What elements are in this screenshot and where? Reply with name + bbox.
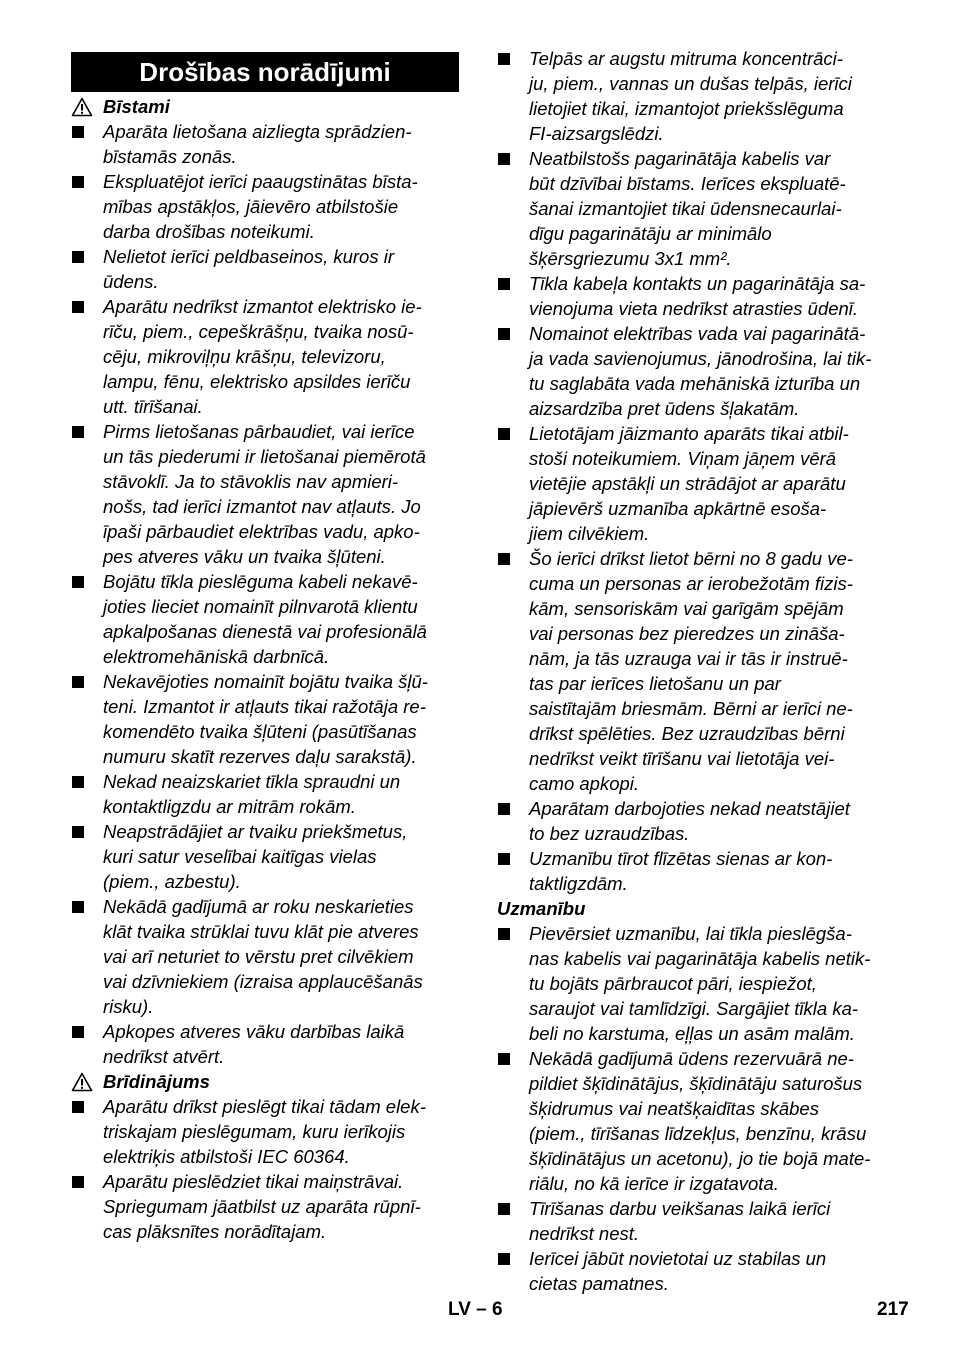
list-item [71,569,459,669]
list-item-line: triskajam pieslēgumam, kuru ierīkojis [103,1121,406,1142]
list-item [497,796,889,846]
list-item-line: ja vada savienojumus, jānodrošina, lai tik- [529,348,872,369]
square-bullet-icon [72,126,84,138]
list-item-line: Tīkla kabeļa kontakts un pagarinātāja sa- [529,273,866,294]
page-number: 217 [877,1299,909,1320]
list-item [71,419,459,569]
list-item-line: drīkst spēlēties. Bez uzraudzības bērni [529,723,845,744]
list-item-line: vienojuma vieta nedrīkst atrasties ūdenī. [529,298,859,319]
list-item [497,1196,889,1246]
list-item [497,146,889,271]
list-item-line: risku). [103,996,154,1017]
footer-label: LV – 6 [448,1299,503,1320]
list-item-line: ūdens. [103,271,159,292]
list-item-line: kām, sensoriskām vai garīgām spējām [529,598,844,619]
square-bullet-icon [72,826,84,838]
list-item-line: būt dzīvībai bīstams. Ierīces ekspluatē- [529,173,846,194]
list-item-line: Šo ierīci drīkst lietot bērni no 8 gadu ve- [529,548,853,569]
square-bullet-icon [72,1101,84,1113]
list-item-line: jiem cilvēkiem. [529,523,650,544]
list-item-line: Nekādā gadījumā ar roku neskarieties [103,896,414,917]
list-item-line: šanai izmantojiet tikai ūdensnecaurlai- [529,198,842,219]
list-item-line: Ekspluatējot ierīci paaugstinātas bīsta- [103,171,418,192]
list-item [497,1046,889,1196]
list-item-line: īpaši pārbaudiet elektrības vadu, apko- [103,521,420,542]
list-item-line: nošs, tad ierīci izmantot nav atļauts. Jo [103,496,421,517]
list-item-line: taktligzdām. [529,873,628,894]
square-bullet-icon [498,553,510,565]
square-bullet-icon [72,676,84,688]
list-item-line: vai personas bez pieredzes un zināša- [529,623,845,644]
square-bullet-icon [72,1026,84,1038]
list-item-line: vai dzīvniekiem (izraisa applaucēšanās [103,971,423,992]
square-bullet-icon [498,278,510,290]
list-item [497,421,889,546]
list-item-line: un tās piederumi ir lietošanai piemērotā [103,446,426,467]
list-item-line: nedrīkst veikt tīrīšanu vai lietotāja vei- [529,748,835,769]
right-column [497,46,889,1296]
list-item-line: Aparātu nedrīkst izmantot elektrisko ie- [103,296,422,317]
list-item-line: utt. tīrīšanai. [103,396,203,417]
list-item-line: elektromehāniskā darbnīcā. [103,646,330,667]
list-item [497,321,889,421]
list-item-line: šķīdinātājus un acetonu), jo tie bojā mate- [529,1148,871,1169]
list-item-line: teni. Izmantot ir atļauts tikai ražotāja re- [103,696,426,717]
list-item-line: joties lieciet nomainīt pilnvarotā klientu [103,596,418,617]
list-item-line: rīču, piem., cepeškrāšņu, tvaika nosū- [103,321,414,342]
list-item-line: nām, ja tās uzrauga vai ir tās ir instruē- [529,648,848,669]
list-item-line: Uzmanību tīrot flīzētas sienas ar kon- [529,848,833,869]
list-item-line: vietējie apstākļi un strādājot ar aparātu [529,473,846,494]
warning-heading [71,1069,459,1094]
square-bullet-icon [72,301,84,313]
list-item-line: ju, piem., vannas un dušas telpās, ierīci [529,73,852,94]
list-item-line: komendēto tvaika šļūteni (pasūtīšanas [103,721,417,742]
right-content [497,46,889,1296]
heading-text: Brīdinājums [103,1071,210,1092]
list-item [71,1094,459,1169]
list-item-line: Aparātu drīkst pieslēgt tikai tādam elek- [103,1096,426,1117]
square-bullet-icon [498,328,510,340]
list-item-line: dīgu pagarinātāju ar minimālo [529,223,772,244]
square-bullet-icon [498,928,510,940]
list-item [497,46,889,146]
list-item-line: to bez uzraudzības. [529,823,690,844]
list-item-line: Apkopes atveres vāku darbības laikā [103,1021,405,1042]
list-item-line: numuru skatīt rezerves daļu sarakstā). [103,746,417,767]
list-item-line: saraujot vai tamlīdzīgi. Sargājiet tīkla ka- [529,998,859,1019]
list-item-line: FI-aizsargslēdzi. [529,123,664,144]
list-item [71,1019,459,1069]
warning-triangle-icon [71,1072,93,1092]
list-item-line: bīstamās zonās. [103,146,237,167]
list-item-line: kontaktligzdu ar mitrām rokām. [103,796,356,817]
list-item-line: cas plāksnītes norādītajam. [103,1221,327,1242]
list-item [497,546,889,796]
square-bullet-icon [72,176,84,188]
square-bullet-icon [72,576,84,588]
list-item [71,669,459,769]
square-bullet-icon [498,853,510,865]
list-item-line: cēju, mikroviļņu krāšņu, televizoru, [103,346,386,367]
list-item [71,769,459,819]
section-title: Drošības norādījumi [71,52,459,92]
list-item [497,271,889,321]
list-item-line: aizsardzība pret ūdens šļakatām. [529,398,800,419]
list-item-line: tu bojāts pārbraucot pāri, iespiežot, [529,973,817,994]
square-bullet-icon [72,251,84,263]
list-item-line: apkalpošanas dienestā vai profesionālā [103,621,427,642]
list-item-line: riālu, no kā ierīce ir izgatavota. [529,1173,779,1194]
list-item-line: Aparāta lietošana aizliegta sprādzien- [103,121,412,142]
list-item-line: Ierīcei jābūt novietotai uz stabilas un [529,1248,827,1269]
list-item-line: klāt tvaika strūklai tuvu klāt pie atveres [103,921,419,942]
list-item [71,294,459,419]
list-item-line: elektriķis atbilstoši IEC 60364. [103,1146,350,1167]
list-item-line: šķērsgriezumu 3x1 mm². [529,248,732,269]
list-item-line: Nekad neaizskariet tīkla spraudni un [103,771,401,792]
warning-triangle-icon [71,97,93,117]
list-item-line: nedrīkst nest. [529,1223,640,1244]
list-item [497,1246,889,1296]
list-item-line: tas par ierīces lietošanu un par [529,673,781,694]
square-bullet-icon [498,1053,510,1065]
list-item-line: stāvoklī. Ja to stāvoklis nav apmieri- [103,471,399,492]
left-column [71,46,459,1244]
square-bullet-icon [72,426,84,438]
list-item [71,169,459,244]
list-item-line: Spriegumam jāatbilst uz aparāta rūpnī- [103,1196,421,1217]
list-item-line: nas kabelis vai pagarinātāja kabelis netik- [529,948,871,969]
list-item-line: vai arī neturiet to vērstu pret cilvēkiem [103,946,414,967]
list-item-line: tu saglabāta vada mehāniskā izturība un [529,373,861,394]
list-item-line: Aparātam darbojoties nekad neatstājiet [529,798,850,819]
list-item-line: Tīrīšanas darbu veikšanas laikā ierīci [529,1198,831,1219]
square-bullet-icon [498,1203,510,1215]
left-content [71,94,459,1244]
list-item-line: mības apstākļos, jāievēro atbilstošie [103,196,399,217]
list-item-line: Aparātu pieslēdziet tikai maiņstrāvai. [103,1171,404,1192]
list-item-line: Nelietot ierīci peldbaseinos, kuros ir [103,246,394,267]
heading-text: Bīstami [103,96,170,117]
list-item-line: (piem., azbestu). [103,871,241,892]
list-item [71,819,459,894]
list-item-line: Lietotājam jāizmanto aparāts tikai atbil- [529,423,849,444]
list-item-line: Pievērsiet uzmanību, lai tīkla pieslēgša- [529,923,852,944]
list-item-line: pildiet šķīdinātājus, šķīdinātāju saturošus [529,1073,863,1094]
list-item-line: Nekādā gadījumā ūdens rezervuārā ne- [529,1048,854,1069]
warning-heading [71,94,459,119]
list-item-line: Nekavējoties nomainīt bojātu tvaika šļū- [103,671,428,692]
list-item [497,921,889,1046]
warning-heading [497,896,889,921]
list-item-line: lampu, fēnu, elektrisko apsildes ierīču [103,371,411,392]
list-item [71,894,459,1019]
list-item-line: darba drošības noteikumi. [103,221,315,242]
list-item [497,846,889,896]
square-bullet-icon [72,776,84,788]
list-item-line: Neapstrādājiet ar tvaiku priekšmetus, [103,821,408,842]
list-item-line: Nomainot elektrības vada vai pagarinātā- [529,323,866,344]
list-item-line: stoši noteikumiem. Viņam jāņem vērā [529,448,837,469]
list-item-line: cietas pamatnes. [529,1273,669,1294]
list-item [71,244,459,294]
list-item-line: kuri satur veselībai kaitīgas vielas [103,846,377,867]
list-item-line: Telpās ar augstu mitruma koncentrāci- [529,48,843,69]
list-item-line: nedrīkst atvērt. [103,1046,225,1067]
list-item-line: lietojiet tikai, izmantojot priekšslēguma [529,98,844,119]
heading-text: Uzmanību [497,898,586,919]
list-item-line: Bojātu tīkla pieslēguma kabeli nekavē- [103,571,418,592]
list-item-line: šķidrumus vai neatšķaidītas skābes [529,1098,819,1119]
list-item-line: pes atveres vāku un tvaika šļūteni. [103,546,386,567]
square-bullet-icon [498,428,510,440]
list-item [71,1169,459,1244]
square-bullet-icon [498,153,510,165]
square-bullet-icon [498,53,510,65]
list-item-line: (piem., tīrīšanas līdzekļus, benzīnu, krāsu [529,1123,867,1144]
list-item-line: jāpievērš uzmanība apkārtnē esoša- [529,498,827,519]
list-item-line: saistītajām briesmām. Bērni ar ierīci ne- [529,698,853,719]
list-item-line: Neatbilstošs pagarinātāja kabelis var [529,148,831,169]
square-bullet-icon [498,803,510,815]
square-bullet-icon [72,901,84,913]
list-item-line: beli no karstuma, eļļas un asām malām. [529,1023,855,1044]
square-bullet-icon [498,1253,510,1265]
list-item [71,119,459,169]
list-item-line: Pirms lietošanas pārbaudiet, vai ierīce [103,421,415,442]
list-item-line: camo apkopi. [529,773,640,794]
square-bullet-icon [72,1176,84,1188]
list-item-line: cuma un personas ar ierobežotām fizis- [529,573,853,594]
